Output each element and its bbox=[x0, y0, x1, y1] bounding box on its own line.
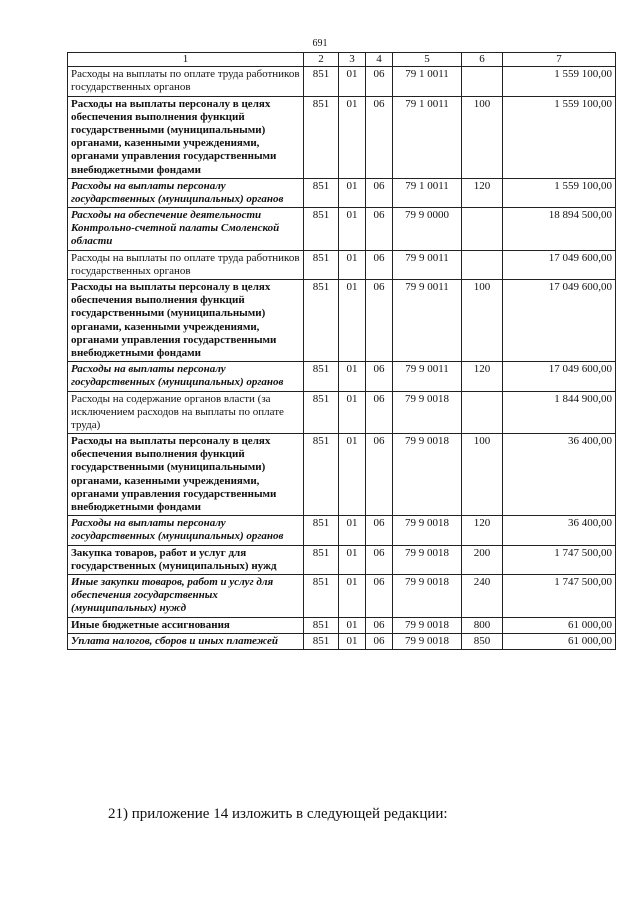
code-cell: 79 1 0011 bbox=[393, 67, 462, 96]
code-cell: 06 bbox=[366, 67, 393, 96]
code-cell: 01 bbox=[339, 391, 366, 434]
row-name-cell: Расходы на выплаты по оплате труда работников государственных органов bbox=[68, 67, 304, 96]
amount-cell: 36 400,00 bbox=[503, 434, 616, 516]
column-header: 4 bbox=[366, 53, 393, 67]
amount-cell: 1 559 100,00 bbox=[503, 96, 616, 178]
code-cell: 01 bbox=[339, 574, 366, 617]
amount-cell: 1 559 100,00 bbox=[503, 178, 616, 207]
table-row bbox=[68, 178, 616, 207]
row-name-cell: Расходы на выплаты персоналу в целях обеспечения выполнения функций государственными (муниципальными) органами, казенными учреждениями, органами управления государственными внебюджетными фондами bbox=[68, 96, 304, 178]
code-cell: 06 bbox=[366, 617, 393, 633]
code-cell: 100 bbox=[462, 280, 503, 362]
table-row bbox=[68, 516, 616, 545]
row-name-cell: Расходы на выплаты персоналу в целях обеспечения выполнения функций государственными (муниципальными) органами, казенными учреждениями, органами управления государственными внебюджетными фондами bbox=[68, 280, 304, 362]
row-name-cell: Расходы на выплаты персоналу государственных (муниципальных) органов bbox=[68, 362, 304, 391]
row-name-cell: Расходы на выплаты персоналу государственных (муниципальных) органов bbox=[68, 516, 304, 545]
table-row bbox=[68, 208, 616, 251]
table-row bbox=[68, 250, 616, 279]
table-row bbox=[68, 67, 616, 96]
table-row bbox=[68, 391, 616, 434]
code-cell: 851 bbox=[304, 178, 339, 207]
code-cell: 851 bbox=[304, 208, 339, 251]
code-cell: 240 bbox=[462, 574, 503, 617]
column-header: 3 bbox=[339, 53, 366, 67]
code-cell: 01 bbox=[339, 545, 366, 574]
code-cell: 851 bbox=[304, 391, 339, 434]
row-name-cell: Закупка товаров, работ и услуг для государственных (муниципальных) нужд bbox=[68, 545, 304, 574]
code-cell: 800 bbox=[462, 617, 503, 633]
amount-cell: 18 894 500,00 bbox=[503, 208, 616, 251]
budget-table bbox=[67, 52, 616, 650]
row-name-cell: Расходы на обеспечение деятельности Контрольно-счетной палаты Смоленской области bbox=[68, 208, 304, 251]
column-header: 6 bbox=[462, 53, 503, 67]
code-cell: 06 bbox=[366, 178, 393, 207]
table-row bbox=[68, 362, 616, 391]
code-cell: 01 bbox=[339, 633, 366, 649]
table-row bbox=[68, 545, 616, 574]
column-header: 7 bbox=[503, 53, 616, 67]
column-header: 5 bbox=[393, 53, 462, 67]
code-cell: 851 bbox=[304, 617, 339, 633]
code-cell bbox=[462, 208, 503, 251]
code-cell: 01 bbox=[339, 96, 366, 178]
code-cell: 851 bbox=[304, 280, 339, 362]
code-cell: 79 9 0018 bbox=[393, 434, 462, 516]
amount-cell: 1 559 100,00 bbox=[503, 67, 616, 96]
column-header: 1 bbox=[68, 53, 304, 67]
code-cell: 851 bbox=[304, 96, 339, 178]
code-cell: 06 bbox=[366, 545, 393, 574]
code-cell: 100 bbox=[462, 434, 503, 516]
code-cell: 06 bbox=[366, 574, 393, 617]
code-cell: 79 9 0000 bbox=[393, 208, 462, 251]
code-cell: 79 9 0011 bbox=[393, 250, 462, 279]
header-row bbox=[68, 53, 616, 67]
code-cell: 01 bbox=[339, 434, 366, 516]
amount-cell: 1 747 500,00 bbox=[503, 574, 616, 617]
code-cell: 851 bbox=[304, 434, 339, 516]
code-cell: 06 bbox=[366, 208, 393, 251]
code-cell: 01 bbox=[339, 178, 366, 207]
code-cell: 06 bbox=[366, 362, 393, 391]
code-cell bbox=[462, 67, 503, 96]
code-cell: 06 bbox=[366, 516, 393, 545]
code-cell: 79 9 0018 bbox=[393, 516, 462, 545]
table-row bbox=[68, 96, 616, 178]
code-cell: 79 9 0018 bbox=[393, 391, 462, 434]
table-row bbox=[68, 633, 616, 649]
row-name-cell: Расходы на выплаты персоналу в целях обеспечения выполнения функций государственными (муниципальными) органами, казенными учреждениями, органами управления государственными внебюджетными фондами bbox=[68, 434, 304, 516]
code-cell: 79 9 0011 bbox=[393, 280, 462, 362]
row-name-cell: Расходы на содержание органов власти (за исключением расходов на выплаты по оплате труда) bbox=[68, 391, 304, 434]
code-cell: 851 bbox=[304, 633, 339, 649]
amount-cell: 61 000,00 bbox=[503, 617, 616, 633]
code-cell: 851 bbox=[304, 250, 339, 279]
table-row bbox=[68, 617, 616, 633]
code-cell: 79 9 0018 bbox=[393, 574, 462, 617]
code-cell: 100 bbox=[462, 96, 503, 178]
row-name-cell: Уплата налогов, сборов и иных платежей bbox=[68, 633, 304, 649]
code-cell: 851 bbox=[304, 574, 339, 617]
code-cell: 79 9 0018 bbox=[393, 545, 462, 574]
row-name-cell: Расходы на выплаты персоналу государственных (муниципальных) органов bbox=[68, 178, 304, 207]
code-cell: 851 bbox=[304, 67, 339, 96]
code-cell: 06 bbox=[366, 633, 393, 649]
code-cell: 06 bbox=[366, 280, 393, 362]
amount-cell: 61 000,00 bbox=[503, 633, 616, 649]
code-cell: 120 bbox=[462, 362, 503, 391]
code-cell bbox=[462, 250, 503, 279]
amount-cell: 17 049 600,00 bbox=[503, 280, 616, 362]
amount-cell: 17 049 600,00 bbox=[503, 362, 616, 391]
code-cell: 01 bbox=[339, 280, 366, 362]
row-name-cell: Иные закупки товаров, работ и услуг для обеспечения государственных (муниципальных) нужд bbox=[68, 574, 304, 617]
code-cell: 06 bbox=[366, 391, 393, 434]
code-cell: 200 bbox=[462, 545, 503, 574]
code-cell: 850 bbox=[462, 633, 503, 649]
code-cell: 06 bbox=[366, 434, 393, 516]
code-cell: 06 bbox=[366, 250, 393, 279]
page-number: 691 bbox=[312, 38, 328, 49]
table-row bbox=[68, 434, 616, 516]
footer-instruction: 21) приложение 14 изложить в следующей редакции: bbox=[108, 806, 448, 822]
amount-cell: 1 747 500,00 bbox=[503, 545, 616, 574]
code-cell: 01 bbox=[339, 362, 366, 391]
amount-cell: 1 844 900,00 bbox=[503, 391, 616, 434]
code-cell: 01 bbox=[339, 250, 366, 279]
code-cell: 120 bbox=[462, 516, 503, 545]
code-cell: 120 bbox=[462, 178, 503, 207]
code-cell: 851 bbox=[304, 545, 339, 574]
code-cell bbox=[462, 391, 503, 434]
code-cell: 01 bbox=[339, 67, 366, 96]
row-name-cell: Иные бюджетные ассигнования bbox=[68, 617, 304, 633]
amount-cell: 17 049 600,00 bbox=[503, 250, 616, 279]
row-name-cell: Расходы на выплаты по оплате труда работников государственных органов bbox=[68, 250, 304, 279]
code-cell: 06 bbox=[366, 96, 393, 178]
code-cell: 851 bbox=[304, 516, 339, 545]
table-row bbox=[68, 280, 616, 362]
code-cell: 79 9 0011 bbox=[393, 362, 462, 391]
column-header: 2 bbox=[304, 53, 339, 67]
code-cell: 79 1 0011 bbox=[393, 96, 462, 178]
code-cell: 79 9 0018 bbox=[393, 617, 462, 633]
table-row bbox=[68, 574, 616, 617]
code-cell: 79 9 0018 bbox=[393, 633, 462, 649]
amount-cell: 36 400,00 bbox=[503, 516, 616, 545]
code-cell: 01 bbox=[339, 516, 366, 545]
code-cell: 851 bbox=[304, 362, 339, 391]
code-cell: 01 bbox=[339, 617, 366, 633]
code-cell: 79 1 0011 bbox=[393, 178, 462, 207]
code-cell: 01 bbox=[339, 208, 366, 251]
